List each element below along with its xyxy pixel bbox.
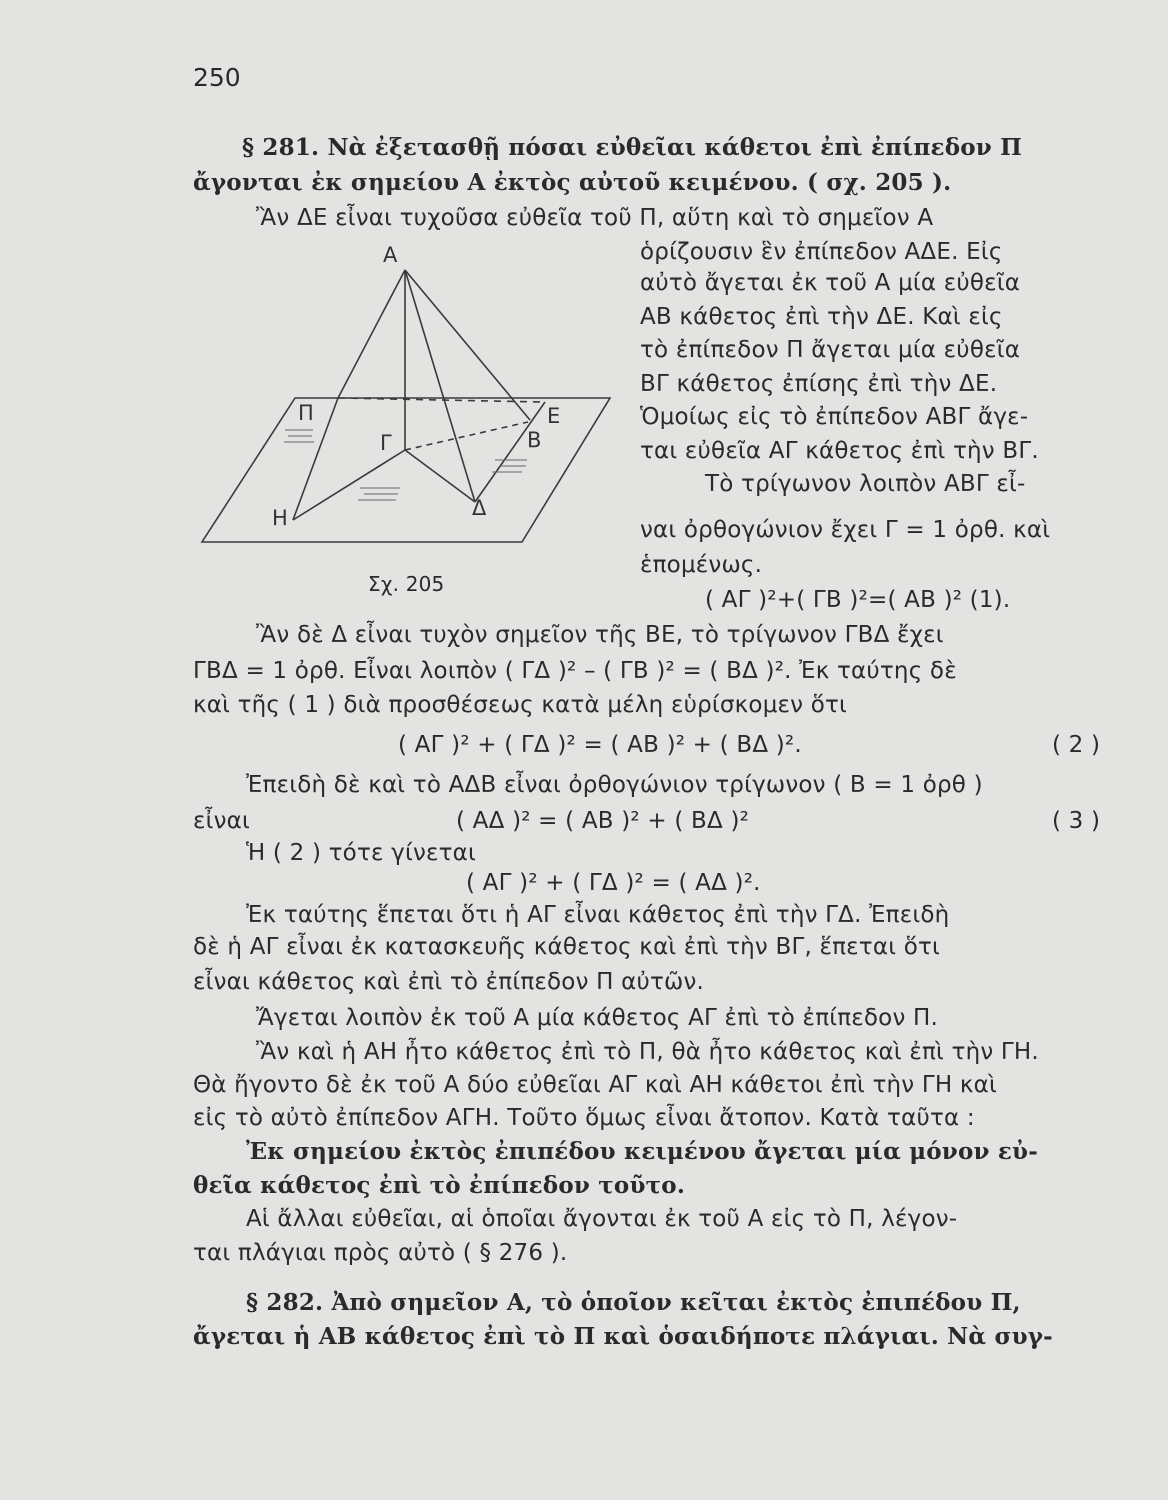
text-line: ΑΒ κάθετος ἐπὶ τὴν ΔΕ. Καὶ εἰς [640, 304, 1003, 330]
equation-3: ( ΑΔ )² = ( ΑΒ )² + ( ΒΔ )² [456, 808, 750, 834]
figure-205 [190, 240, 630, 600]
label-p: Π [298, 401, 314, 425]
section-282-heading-2: ἄγεται ἡ ΑΒ κάθετος ἐπὶ τὸ Π καὶ ὁσαιδήποτε πλάγιαι. Νὰ συγ- [193, 1323, 1053, 1350]
section-281-heading-1: § 281. Νὰ ἐξετασθῇ πόσαι εὐθεῖαι κάθετοι ἐπὶ ἐπίπεδον Π [242, 134, 1023, 161]
text-line: εἶναι [193, 808, 251, 834]
text-line: Ἂν καὶ ἡ ΑΗ ἦτο κάθετος ἐπὶ τὸ Π, θὰ ἦτο κάθετος καὶ ἐπὶ τὴν ΓΗ. [256, 1039, 1039, 1065]
line-d-e [475, 402, 545, 502]
equation-4: ( ΑΓ )² + ( ΓΔ )² = ( ΑΔ )². [466, 870, 761, 896]
text-line: Θὰ ἤγοντο δὲ ἐκ τοῦ Α δύο εὐθεῖαι ΑΓ καὶ ΑΗ κάθετοι ἐπὶ τὴν ΓΗ καὶ [193, 1072, 997, 1098]
equation-1: ( ΑΓ )²+( ΓΒ )²=( ΑΒ )² (1). [705, 587, 1011, 613]
text-line: Αἱ ἄλλαι εὐθεῖαι, αἱ ὁποῖαι ἄγονται ἐκ τοῦ Α εἰς τὸ Π, λέγον- [246, 1206, 958, 1232]
theorem-line-2: θεῖα κάθετος ἐπὶ τὸ ἐπίπεδον τοῦτο. [193, 1172, 686, 1199]
hatch-2 [358, 488, 400, 500]
figure-caption: Σχ. 205 [368, 572, 445, 596]
text-line: Ἄγεται λοιπὸν ἐκ τοῦ Α μία κάθετος ΑΓ ἐπὶ τὸ ἐπίπεδον Π. [256, 1005, 939, 1031]
equation-3-number: ( 3 ) [1052, 808, 1101, 834]
page-number: 250 [193, 63, 241, 92]
text-line: ται πλάγιαι πρὸς αὐτὸ ( § 276 ). [193, 1240, 568, 1266]
section-281-heading-2: ἄγονται ἐκ σημείου Α ἐκτὸς αὐτοῦ κειμένου. ( σχ. 205 ). [193, 169, 952, 196]
label-g: Γ [380, 431, 392, 455]
text-line: ναι ὀρθογώνιον ἔχει Γ = 1 ὀρθ. καὶ [640, 517, 1051, 543]
label-a: Α [383, 243, 398, 267]
line-g-d [405, 450, 475, 502]
line-h-g [293, 450, 405, 520]
text-line: Ὁμοίως εἰς τὸ ἐπίπεδον ΑΒΓ ἄγε- [640, 404, 1029, 430]
line-a-left [338, 270, 405, 398]
text-line: καὶ τῆς ( 1 ) διὰ προσθέσεως κατὰ μέλη εὑρίσκομεν ὅτι [193, 692, 848, 718]
text-line: εἰς τὸ αὐτὸ ἐπίπεδον ΑΓΗ. Τοῦτο ὅμως εἶναι ἄτοπον. Κατὰ ταῦτα : [193, 1105, 975, 1131]
text-line: Ἡ ( 2 ) τότε γίνεται [246, 840, 477, 866]
hatch-1 [284, 430, 314, 442]
text-line: Τὸ τρίγωνον λοιπὸν ΑΒΓ εἶ- [705, 471, 1026, 497]
section-282-heading-1: § 282. Ἀπὸ σημεῖον Α, τὸ ὁποῖον κεῖται ἐκτὸς ἐπιπέδου Π, [246, 1289, 1021, 1316]
label-d: Δ [472, 496, 487, 520]
text-line: ΒΓ κάθετος ἐπίσης ἐπὶ τὴν ΔΕ. [640, 371, 998, 397]
text-line: ται εὐθεῖα ΑΓ κάθετος ἐπὶ τὴν ΒΓ. [640, 438, 1039, 464]
text-line: εἶναι κάθετος καὶ ἐπὶ τὸ ἐπίπεδον Π αὐτῶν. [193, 969, 705, 995]
text-line: ὁρίζουσιν ἓν ἐπίπεδον ΑΔΕ. Εἰς [640, 239, 1003, 265]
text-line: Ἂν ΔΕ εἶναι τυχοῦσα εὐθεῖα τοῦ Π, αὕτη καὶ τὸ σημεῖον Α [256, 205, 934, 231]
label-h: Η [272, 506, 288, 530]
label-b: Β [527, 428, 542, 452]
line-a-d [405, 270, 475, 502]
text-line: Ἐπειδὴ δὲ καὶ τὸ ΑΔΒ εἶναι ὀρθογώνιον τρίγωνον ( Β = 1 ὀρθ ) [246, 772, 983, 798]
text-line: αὐτὸ ἄγεται ἐκ τοῦ Α μία εὐθεῖα [640, 270, 1021, 296]
label-e: Ε [547, 404, 561, 428]
text-line: ΓΒΔ = 1 ὀρθ. Εἶναι λοιπὸν ( ΓΔ )² – ( ΓΒ )² = ( ΒΔ )². Ἐκ ταύτης δὲ [193, 658, 957, 684]
text-line: Ἐκ ταύτης ἕπεται ὅτι ἡ ΑΓ εἶναι κάθετος ἐπὶ τὴν ΓΔ. Ἐπειδὴ [246, 902, 950, 928]
line-g-b [405, 422, 528, 450]
text-line: δὲ ἡ ΑΓ εἶναι ἐκ κατασκευῆς κάθετος καὶ ἐπὶ τὴν ΒΓ, ἕπεται ὅτι [193, 934, 941, 960]
equation-2-number: ( 2 ) [1052, 732, 1101, 758]
text-line: Ἂν δὲ Δ εἶναι τυχὸν σημεῖον τῆς ΒΕ, τὸ τρίγωνον ΓΒΔ ἔχει [256, 622, 944, 648]
theorem-line-1: Ἐκ σημείου ἐκτὸς ἐπιπέδου κειμένου ἄγεται μία μόνον εὐ- [246, 1138, 1038, 1165]
figure-205-drawing [190, 240, 630, 600]
text-line: ἑπομένως. [640, 552, 763, 578]
text-line: τὸ ἐπίπεδον Π ἄγεται μία εὐθεῖα [640, 337, 1021, 363]
equation-2: ( ΑΓ )² + ( ΓΔ )² = ( ΑΒ )² + ( ΒΔ )². [398, 732, 802, 758]
